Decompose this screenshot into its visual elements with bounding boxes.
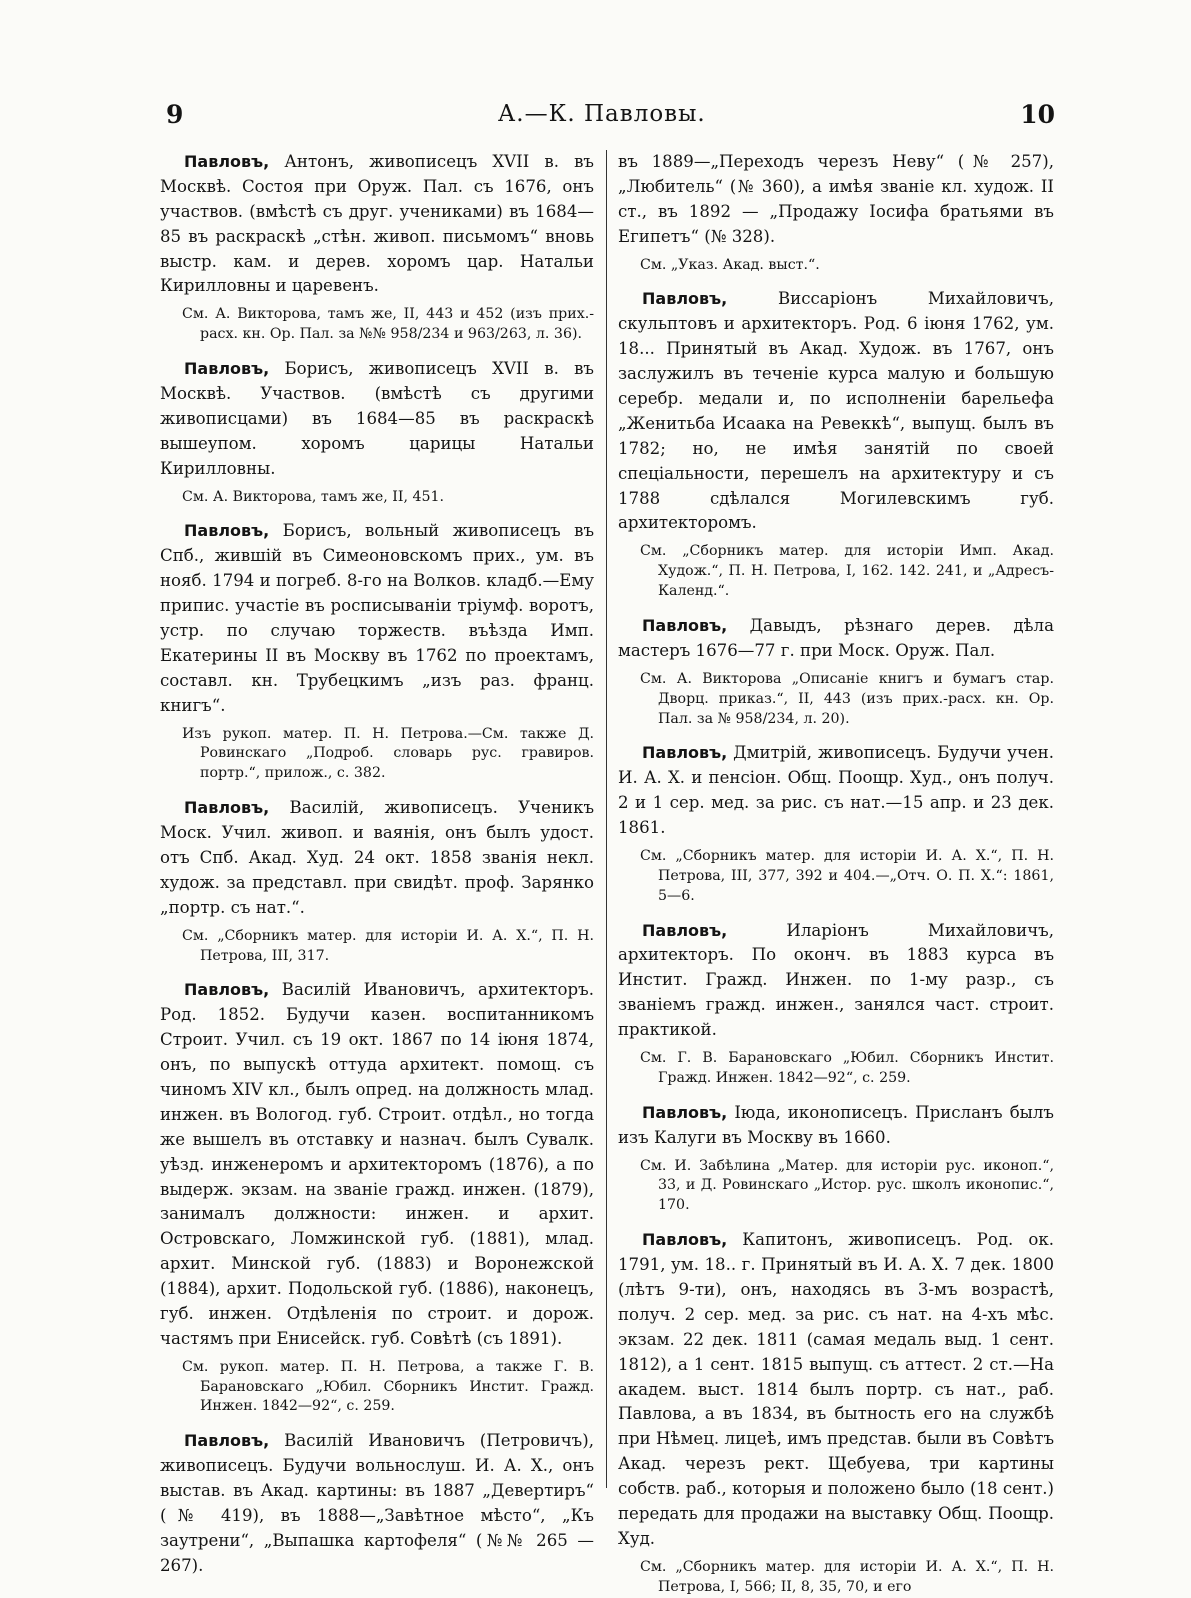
entry [160,796,594,920]
entry-text: въ 1889—„Переходъ черезъ Неву“ (№ 257), „Любитель“ (№ 360), а имѣя званіе кл. худож. II ст., въ 1892 — „Продажу Іосифа братьями въ Египетъ“ (№ 328). [618,152,1054,246]
entry [160,150,594,299]
entry-text: Антонъ, живописецъ XVII в. въ Москвѣ. Состоя при Оруж. Пал. съ 1676, онъ участвов. (вмѣстѣ съ друг. учениками) въ 1684—85 въ раскраскѣ „стѣн. живоп. письмомъ“ вновь выстр. кам. и дерев. хоромъ цар. Натальи Кирилловны и царевенъ. [160,152,594,296]
entry-reference: См. А. Викторова, тамъ же, II, 443 и 452 (изъ прих.-расх. кн. Ор. Пал. за №№ 958/234 и 963/263, л. 36). [182,306,594,343]
entry-reference: См. „Указ. Акад. выст.“. [640,256,820,273]
entry-reference: См. А. Викторова „Описаніе книгъ и бумагъ стар. Дворц. приказ.“, II, 443 (изъ прих.-расх. кн. Ор. Пал. за № 958/234, л. 20). [640,670,1054,727]
entry-reference: См. И. Забѣлина „Матер. для исторіи рус. иконоп.“, 33, и Д. Ровинскаго „Истор. рус. школъ иконопис.“, 170. [640,1157,1054,1214]
entry-headword: Павловъ, [184,152,270,171]
entry-headword: Павловъ, [184,359,270,379]
entry [618,741,1054,841]
entry-headword: Павловъ, [642,1230,728,1250]
entry-text: Капитонъ, живописецъ. Род. ок. 1791, ум. 18.. г. Принятый въ И. А. Х. 7 дек. 1800 (лѣтъ 9-ти), онъ, находясь въ 3-мъ возрастѣ, получ. 2 сер. мед. за рис. съ нат. на 4-хъ мѣс. экзам. 22 дек. 1811 (самая медаль выд. 1 сент. 1812), а 1 сент. 1815 выпущ. съ аттест. 2 ст.—На академ. выст. 1814 былъ портр. съ нат., раб. Павлова, а въ 1834, въ бытность его на службѣ при Нѣмец. лицеѣ, имъ представ. были въ Совѣтъ Акад. черезъ рект. Щебуева, три картины собств. раб., которыя и положено было (18 сент.) передать для продажи на выставку Общ. Поощр. Худ. [618,1230,1054,1548]
entry [618,150,1054,250]
entry [618,1228,1054,1552]
entry [160,519,594,718]
entry-reference: См. „Сборникъ матер. для исторіи Имп. Акад. Худож.“, П. Н. Петрова, I, 162. 142. 241, и „Адресъ-Календ.“. [640,543,1054,600]
entry [618,287,1054,536]
entry [618,919,1054,1043]
entry-reference: См. А. Викторова, тамъ же, II, 451. [182,488,445,505]
entry-headword: Павловъ, [184,980,270,1000]
page-header [166,97,1055,131]
running-title: А.—К. Павловы. [497,101,706,127]
entry [160,978,594,1351]
entry-text: Виссаріонъ Михайловичъ, скульптовъ и архитекторъ. Род. 6 іюня 1762, ум. 18... Принятый въ Акад. Худож. въ 1767, онъ заслужилъ въ теченіе курса малую и большую серебр. медали и, по исполненіи барельефа „Женитьба Исаака на Ревеккѣ“, выпущ. былъ въ 1782; но, не имѣя занятій по своей спеціальности, перешелъ на архитектуру и съ 1788 сдѣлался Могилевскимъ губ. архитекторомъ. [618,289,1054,533]
entry-text: Василій, живописецъ. Ученикъ Моск. Учил. живоп. и ваянія, онъ былъ удост. отъ Спб. Акад. Худ. 24 окт. 1858 званія некл. худож. за представл. при свидѣт. проф. Зарянко „портр. съ нат.“. [160,798,594,917]
entry-text: Борисъ, вольный живописецъ въ Спб., жившій въ Симеоновскомъ прих., ум. въ нояб. 1794 и погреб. 8-го на Волков. кладб.—Ему припис. участіе въ росписываніи тріумф. воротъ, устр. по случаю торжеств. въѣзда Имп. Екатерины II въ Москву въ 1762 по проектамъ, составл. кн. Трубецкимъ „изъ раз. франц. книгъ“. [160,521,594,715]
entry-text: Борисъ, живописецъ XVII в. въ Москвѣ. Участвов. (вмѣстѣ съ другими живописцами) въ 1684—85 въ раскраскѣ вышеупом. хоромъ царицы Натальи Кирилловны. [160,359,594,478]
entry-text: Василій Ивановичъ (Петровичъ), живописецъ. Будучи вольнослуш. И. А. Х., онъ выстав. въ Акад. картины: въ 1887 „Девертиръ“ (№ 419), въ 1888—„Завѣтное мѣсто“, „Къ заутрени“, „Выпашка картофеля“ (№№ 265 — 267). [160,1431,594,1575]
entry-text: Иларіонъ Михайловичъ, архитекторъ. По оконч. въ 1883 курса въ Инстит. Гражд. Инжен. по 1-му разр., съ званіемъ гражд. инжен., занялся част. строит. практикой. [618,920,1054,1040]
right-page-number: 10 [1020,99,1055,129]
entry [618,1101,1054,1151]
entry-reference: См. рукоп. матер. П. Н. Петрова, а также Г. В. Барановскаго „Юбил. Сборникъ Инстит. Гражд. Инжен. 1842—92“, с. 259. [182,1358,594,1415]
entry-reference: Изъ рукоп. матер. П. Н. Петрова.—См. также Д. Ровинскаго „Подроб. словарь рус. гравиров. портр.“, прилож., с. 382. [182,725,594,782]
entry-headword: Павловъ, [184,798,270,818]
entry-text: Василій Ивановичъ, архитекторъ. Род. 1852. Будучи казен. воспитанникомъ Строит. Учил. съ 19 окт. 1867 по 14 іюня 1874, онъ, по выпускѣ оттуда архитект. помощ. съ чиномъ XIV кл., былъ опред. на должность млад. инжен. въ Вологод. губ. Строит. отдѣл., но тогда же вышелъ въ отставку и назнач. былъ Сувалк. уѣзд. инженеромъ и архитекторомъ (1876), а по выдерж. экзам. на званіе гражд. инжен. (1879), занималъ должности: инжен. и архит. Островскаго, Ломжинской губ. (1881), млад. архит. Минской губ. (1883) и Воронежской (1884), архит. Подольской губ. (1886), наконецъ, губ. инжен. Отдѣленія по строит. и дорож. частямъ при Енисейск. губ. Совѣтѣ (съ 1891). [160,980,594,1348]
entry-reference: См. „Сборникъ матер. для исторіи И. А. Х.“, П. Н. Петрова, I, 566; II, 8, 35, 70, и его [640,1558,1054,1595]
entry-text: Іюда, иконописецъ. Присланъ былъ изъ Калуги въ Москву въ 1660. [618,1102,1054,1147]
entry [618,614,1054,664]
left-page-number: 9 [166,99,184,129]
entry-headword: Павловъ, [642,289,728,309]
entry-headword: Павловъ, [642,920,728,940]
entry-headword: Павловъ, [184,1431,270,1451]
column-divider [606,150,607,1488]
entry-reference: См. „Сборникъ матер. для исторіи И. А. Х.“, П. Н. Петрова, III, 377, 392 и 404.—„Отч. О. П. Х.“: 1861, 5—6. [640,847,1054,904]
entry-reference: См. Г. В. Барановскаго „Юбил. Сборникъ Инстит. Гражд. Инжен. 1842—92“, с. 259. [640,1050,1054,1086]
entry-text: Давыдъ, рѣзнаго дерев. дѣла мастеръ 1676—77 г. при Моск. Оруж. Пал. [618,615,1054,660]
right-column [618,150,1054,1595]
entry-text: Дмитрій, живописецъ. Будучи учен. И. А. Х. и пенсіон. Общ. Поощр. Худ., онъ получ. 2 и 1 сер. мед. за рис. съ нат.—15 апр. и 23 дек. 1861. [618,743,1054,838]
entry [160,1429,594,1578]
left-column [160,150,594,1575]
entry [160,357,594,481]
entry-reference: См. „Сборникъ матер. для исторіи И. А. Х.“, П. Н. Петрова, III, 317. [182,927,594,964]
entry-headword: Павловъ, [642,615,728,635]
entry-headword: Павловъ, [184,521,270,541]
entry-headword: Павловъ, [642,1102,728,1122]
entry-headword: Павловъ, [642,743,728,763]
